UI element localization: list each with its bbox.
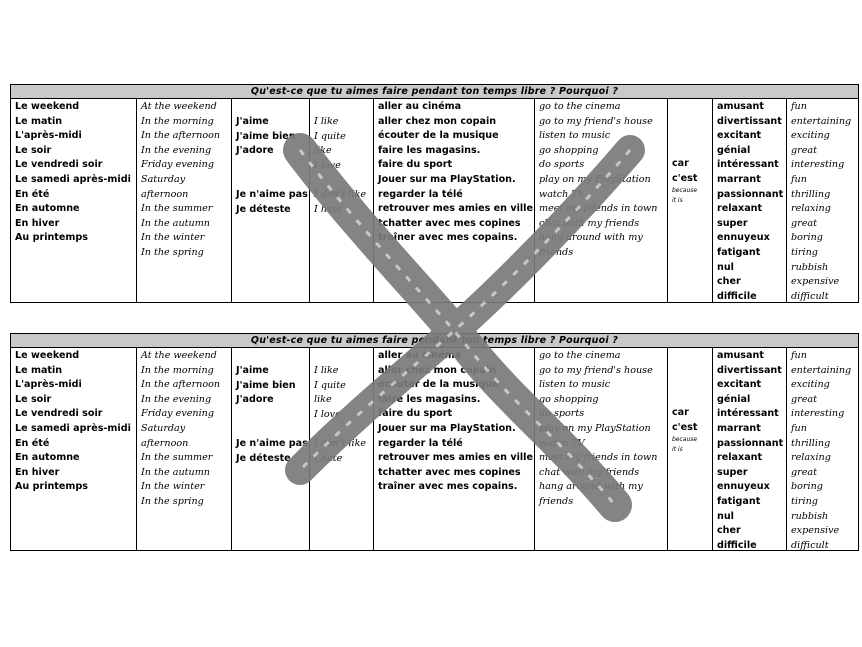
cell-text: I quite [314, 379, 346, 391]
cell-text: faire du sport [378, 159, 453, 171]
cell-text: In the summer [141, 203, 213, 215]
cell-text: fun [791, 101, 807, 112]
cell-text: At the weekend [141, 101, 217, 112]
cell-text: listen to music [539, 379, 611, 391]
cell-text: go shopping [539, 393, 599, 405]
cell-text: tiring [791, 246, 818, 258]
cell-text: Le matin [15, 364, 63, 376]
col-like-fr [231, 348, 309, 550]
cell-text: In the evening [141, 144, 212, 156]
cell-text: Je déteste [236, 452, 291, 464]
cell-text: Le vendredi soir [15, 159, 103, 171]
cell-text: nul [717, 261, 734, 273]
cell-text: Je déteste [236, 203, 291, 215]
cell-text: excitant [717, 379, 762, 391]
cell-text: tchatter avec mes copines [378, 466, 521, 478]
cell-text: relaxant [717, 452, 763, 464]
cell-text: c'est [672, 421, 698, 433]
cell-text: it is [672, 446, 683, 454]
cell-text: car [672, 158, 689, 169]
cell-text: aller au cinéma [378, 101, 462, 112]
cell-text: I love [314, 408, 341, 420]
cell-text: I like [314, 116, 339, 127]
cell-text: faire les magasins. [378, 393, 481, 405]
cell-text: In the evening [141, 393, 212, 405]
phrase-table-1 [10, 84, 859, 303]
cell-text: aller au cinéma [378, 350, 462, 361]
col-activities-fr [373, 99, 534, 302]
col-activities-en [534, 99, 667, 302]
col-time-en [136, 99, 231, 302]
cell-text: Saturday [141, 173, 186, 185]
cell-text: rubbish [791, 510, 829, 522]
cell-text: go shopping [539, 144, 599, 156]
cell-text: aller chez mon copain [378, 115, 497, 127]
cell-text: aller chez mon copain [378, 364, 497, 376]
cell-text: listen to music [539, 130, 611, 142]
cell-text: difficile [717, 539, 757, 550]
cell-text: Le vendredi soir [15, 408, 103, 420]
table-title: Qu'est-ce que tu aimes faire pendant ton temps libre ? Pourquoi ? [11, 334, 858, 348]
cell-text: great [791, 393, 817, 405]
cell-text: At the weekend [141, 350, 217, 361]
cell-text: boring [791, 481, 823, 493]
cell-text: J'aime bien [236, 379, 296, 391]
col-adjectives-en [786, 348, 860, 550]
cell-text: I don't like [314, 188, 367, 200]
cell-text: In the autumn [141, 466, 210, 478]
cell-text: super [717, 217, 748, 229]
cell-text: I quite [314, 130, 346, 142]
cell-text: fatigant [717, 495, 761, 507]
cell-text: divertissant [717, 115, 782, 127]
cell-text: Au printemps [15, 481, 88, 493]
cell-text: ennuyeux [717, 232, 770, 244]
cell-text: boring [791, 232, 823, 244]
cell-text: faire du sport [378, 408, 453, 420]
cell-text: J'aime bien [236, 130, 296, 142]
col-time-en [136, 348, 231, 550]
cell-text: play on my PlayStation [539, 422, 651, 434]
cell-text: interesting [791, 408, 845, 420]
cell-text: Le samedi après-midi [15, 173, 131, 185]
cell-text: cher [717, 276, 741, 288]
cell-text: L'après-midi [15, 130, 82, 142]
cell-text: Le soir [15, 393, 52, 405]
cell-text: go to the cinema [539, 350, 621, 361]
cell-text: I don't like [314, 437, 367, 449]
cell-text: hang around with my [539, 481, 643, 493]
cell-text: J'aime [236, 365, 269, 376]
cell-text: watch TV [539, 437, 585, 449]
cell-text: car [672, 407, 689, 418]
cell-text: Jouer sur ma PlayStation. [378, 422, 516, 434]
cell-text: Friday evening [141, 159, 214, 171]
cell-text: meet my friends in town [539, 203, 658, 215]
col-adjectives-fr [712, 348, 786, 550]
col-because [667, 99, 712, 302]
cell-text: chat with my friends [539, 217, 640, 229]
cell-text: go to the cinema [539, 101, 621, 112]
cell-text: In the autumn [141, 217, 210, 229]
cell-text: cher [717, 525, 741, 537]
cell-text: because [672, 436, 698, 444]
table-title: Qu'est-ce que tu aimes faire pendant ton temps libre ? Pourquoi ? [11, 85, 858, 99]
cell-text: In the afternoon [141, 130, 221, 142]
cell-text: because [672, 187, 698, 195]
cell-text: In the spring [141, 495, 204, 507]
cell-text: faire les magasins. [378, 144, 481, 156]
cell-text: traîner avec mes copains. [378, 232, 518, 244]
cell-text: regarder la télé [378, 437, 463, 449]
cell-text: it is [672, 197, 683, 205]
cell-text: J'adore [236, 145, 274, 157]
cell-text: L'après-midi [15, 379, 82, 391]
cell-text: In the spring [141, 246, 204, 258]
cell-text: En hiver [15, 466, 60, 478]
cell-text: Le matin [15, 115, 63, 127]
cell-text: traîner avec mes copains. [378, 481, 518, 493]
col-like-en [309, 99, 373, 302]
cell-text: play on my PlayStation [539, 173, 651, 185]
cell-text: En été [15, 437, 50, 449]
cell-text: In the afternoon [141, 379, 221, 391]
cell-text: tchatter avec mes copines [378, 217, 521, 229]
cell-text: c'est [672, 172, 698, 184]
cell-text: thrilling [791, 188, 831, 200]
cell-text: Saturday [141, 422, 186, 434]
cell-text: entertaining [791, 364, 852, 376]
cell-text: afternoon [141, 188, 189, 200]
cell-text: intéressant [717, 408, 779, 420]
cell-text: super [717, 466, 748, 478]
cell-text: go to my friend's house [539, 115, 653, 127]
cell-text: ennuyeux [717, 481, 770, 493]
cell-text: like [314, 145, 332, 157]
cell-text: exciting [791, 130, 830, 142]
col-activities-en [534, 348, 667, 550]
cell-text: tiring [791, 495, 818, 507]
cell-text [236, 159, 307, 174]
col-time-fr [11, 348, 136, 550]
cell-text [236, 422, 307, 437]
cell-text: rubbish [791, 261, 829, 273]
cell-text: I hate [314, 452, 343, 464]
cell-text: retrouver mes amies en ville [378, 203, 533, 215]
cell-text: amusant [717, 350, 764, 361]
cell-text: meet my friends in town [539, 452, 658, 464]
cell-text: thrilling [791, 437, 831, 449]
cell-text: difficult [791, 290, 829, 302]
cell-text: Le soir [15, 144, 52, 156]
cell-text: En été [15, 188, 50, 200]
cell-text: fun [791, 422, 807, 434]
cell-text: Le weekend [15, 101, 80, 112]
cell-text: friends [539, 495, 574, 507]
cell-text: Jouer sur ma PlayStation. [378, 173, 516, 185]
cell-text: Friday evening [141, 408, 214, 420]
cell-text [236, 408, 307, 423]
cell-text: relaxing [791, 203, 831, 215]
cell-text: great [791, 217, 817, 229]
cell-text: do sports [539, 159, 585, 171]
cell-text: Au printemps [15, 232, 88, 244]
cell-text: Je n'aime pas [236, 437, 308, 449]
cell-text: fun [791, 350, 807, 361]
cell-text: passionnant [717, 437, 784, 449]
cell-text: En automne [15, 452, 80, 464]
cell-text: friends [539, 246, 574, 258]
cell-text: hang around with my [539, 232, 643, 244]
cell-text: expensive [791, 276, 840, 288]
cell-text: Je n'aime pas [236, 188, 308, 200]
cell-text: fun [791, 173, 807, 185]
cell-text: do sports [539, 408, 585, 420]
col-because [667, 348, 712, 550]
cell-text: divertissant [717, 364, 782, 376]
cell-text [314, 173, 371, 188]
col-activities-fr [373, 348, 534, 550]
cell-text: afternoon [141, 437, 189, 449]
cell-text: exciting [791, 379, 830, 391]
cell-text: amusant [717, 101, 764, 112]
cell-text: chat with my friends [539, 466, 640, 478]
phrase-table-2 [10, 333, 859, 551]
cell-text: génial [717, 393, 751, 405]
cell-text: difficult [791, 539, 829, 550]
cell-text: J'aime [236, 116, 269, 127]
cell-text: écouter de la musique [378, 130, 499, 142]
cell-text: In the winter [141, 232, 205, 244]
cell-text: regarder la télé [378, 188, 463, 200]
col-adjectives-fr [712, 99, 786, 302]
cell-text: intéressant [717, 159, 779, 171]
cell-text: écouter de la musique [378, 379, 499, 391]
cell-text: watch TV [539, 188, 585, 200]
cell-text: great [791, 466, 817, 478]
cell-text: passionnant [717, 188, 784, 200]
cell-text: En hiver [15, 217, 60, 229]
col-adjectives-en [786, 99, 860, 302]
cell-text: En automne [15, 203, 80, 215]
cell-text: expensive [791, 525, 840, 537]
col-like-en [309, 348, 373, 550]
cell-text: In the morning [141, 115, 214, 127]
cell-text: nul [717, 510, 734, 522]
cell-text: relaxing [791, 452, 831, 464]
cell-text: retrouver mes amies en ville [378, 452, 533, 464]
cell-text: marrant [717, 422, 761, 434]
cell-text: fatigant [717, 246, 761, 258]
cell-text [236, 173, 307, 188]
cell-text: J'adore [236, 394, 274, 406]
cell-text: like [314, 394, 332, 406]
cell-text: I love [314, 159, 341, 171]
col-like-fr [231, 99, 309, 302]
cell-text: relaxant [717, 203, 763, 215]
cell-text: interesting [791, 159, 845, 171]
cell-text: great [791, 144, 817, 156]
cell-text: génial [717, 144, 751, 156]
cell-text: In the summer [141, 452, 213, 464]
cell-text: Le weekend [15, 350, 80, 361]
cell-text: I like [314, 365, 339, 376]
cell-text: go to my friend's house [539, 364, 653, 376]
cell-text: difficile [717, 290, 757, 302]
cell-text: marrant [717, 173, 761, 185]
cell-text: Le samedi après-midi [15, 422, 131, 434]
col-time-fr [11, 99, 136, 302]
cell-text [314, 422, 371, 437]
cell-text: excitant [717, 130, 762, 142]
cell-text: In the winter [141, 481, 205, 493]
cell-text: I hate [314, 203, 343, 215]
cell-text: In the morning [141, 364, 214, 376]
cell-text: entertaining [791, 115, 852, 127]
